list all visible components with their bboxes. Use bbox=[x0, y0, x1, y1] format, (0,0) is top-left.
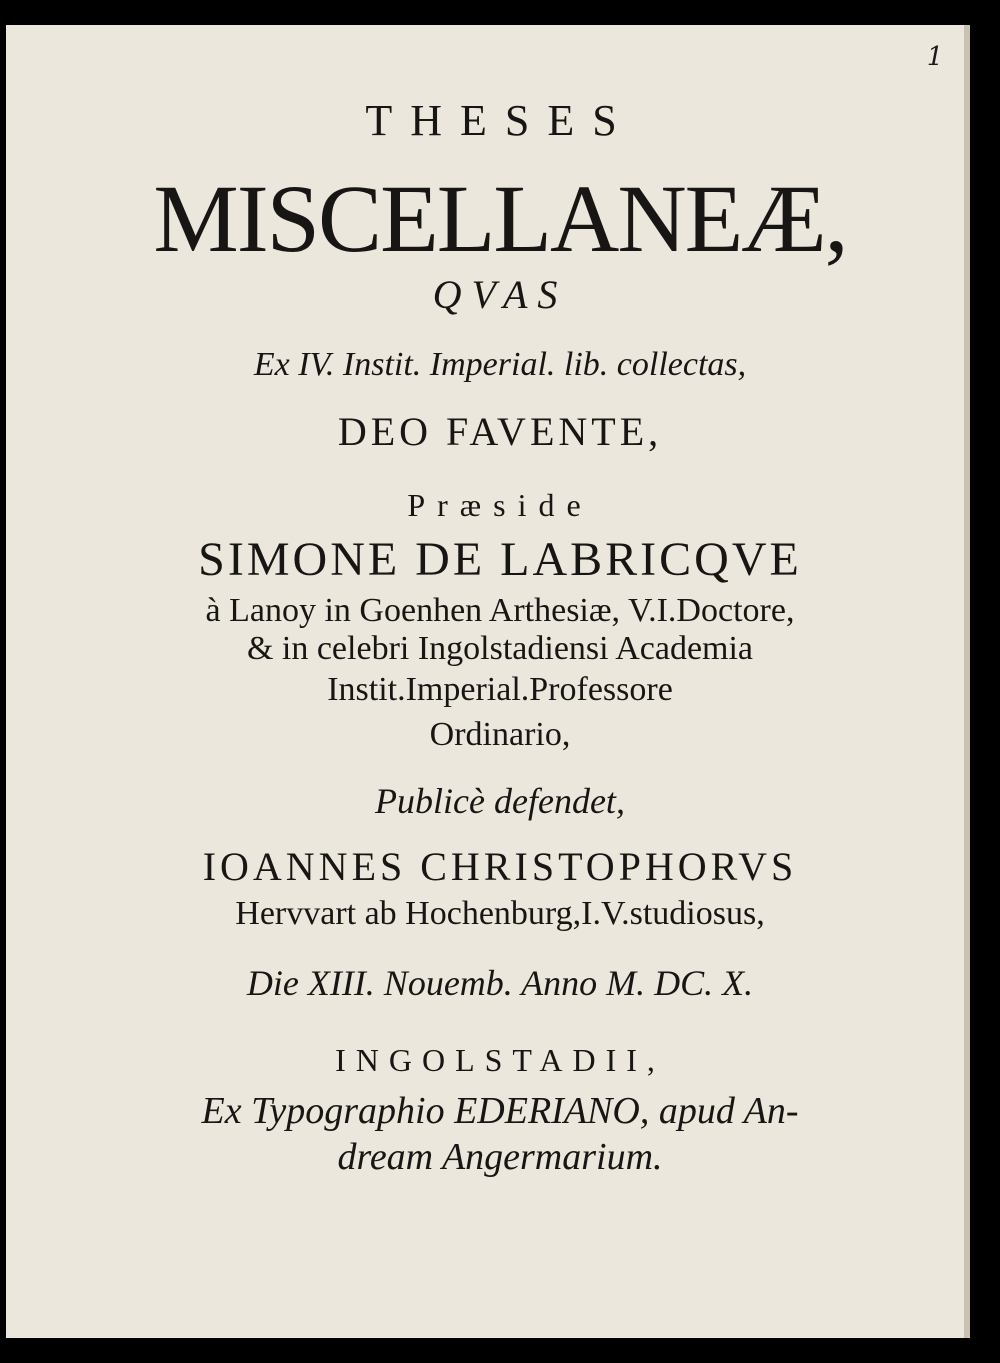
page-number: 1 bbox=[926, 42, 944, 72]
praeside-label: Præside bbox=[407, 487, 593, 523]
imprint-publisher: dream Angermarium. bbox=[337, 1136, 663, 1178]
president-origin: à Lanoy in Goenhen Arthesiæ, V.I.Doctore, bbox=[205, 592, 795, 629]
president-academy: & in celebri Ingolstadiensi Academia bbox=[246, 630, 754, 667]
defense-date: Die XIII. Nouemb. Anno M. DC. X. bbox=[246, 963, 754, 1003]
imprint-printer: Ex Typographio EDERIANO, apud An- bbox=[201, 1090, 799, 1132]
title-theses: THESES bbox=[365, 96, 635, 145]
publice-defendet: Publicè defendet, bbox=[375, 781, 625, 821]
subtitle-source: Ex IV. Instit. Imperial. lib. collectas, bbox=[253, 346, 747, 383]
title-qvas: QVAS bbox=[432, 272, 568, 317]
respondent-name: IOANNES CHRISTOPHORVS bbox=[202, 844, 798, 889]
president-title: Instit.Imperial.Professore bbox=[327, 671, 673, 708]
imprint-place: INGOLSTADII, bbox=[335, 1042, 665, 1078]
title-miscellaneae: MISCELLANEÆ, bbox=[153, 165, 847, 272]
president-rank: Ordinario, bbox=[429, 716, 571, 753]
respondent-details: Hervvart ab Hochenburg,I.V.studiosus, bbox=[235, 895, 765, 932]
deo-favente: DEO FAVENTE, bbox=[337, 409, 663, 454]
president-name: SIMONE DE LABRICQVE bbox=[198, 533, 802, 586]
